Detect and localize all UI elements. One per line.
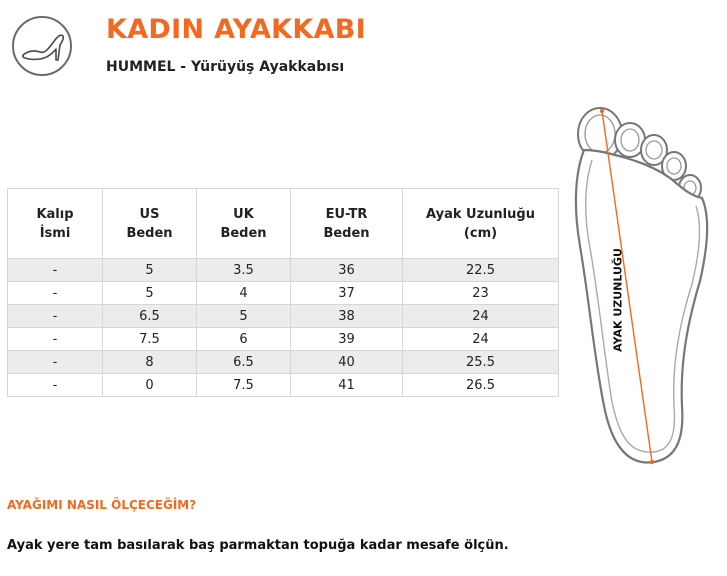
table-cell: 23 xyxy=(403,282,559,305)
table-cell: 0 xyxy=(103,374,197,397)
table-row xyxy=(8,374,559,397)
table-cell: 5 xyxy=(103,259,197,282)
column-header: Kalıp İsmi xyxy=(8,189,103,259)
table-cell: 22.5 xyxy=(403,259,559,282)
table-cell: 4 xyxy=(197,282,291,305)
page-subtitle: HUMMEL - Yürüyüş Ayakkabısı xyxy=(106,59,345,75)
table-cell: - xyxy=(8,374,103,397)
table-cell: 6.5 xyxy=(103,305,197,328)
table-cell: - xyxy=(8,351,103,374)
page-title: KADIN AYAKKABI xyxy=(106,14,367,45)
table-cell: - xyxy=(8,305,103,328)
table-cell: - xyxy=(8,328,103,351)
table-cell: 24 xyxy=(403,305,559,328)
table-cell: 24 xyxy=(403,328,559,351)
table-row xyxy=(8,259,559,282)
howto-heading: AYAĞIMI NASIL ÖLÇECEĞİM? xyxy=(7,498,197,512)
table-cell: 39 xyxy=(291,328,403,351)
column-header: Ayak Uzunluğu (cm) xyxy=(403,189,559,259)
foot-length-label: AYAK UZUNLUĞU xyxy=(611,248,625,352)
table-cell: 41 xyxy=(291,374,403,397)
logo-badge xyxy=(12,16,72,76)
table-cell: 5 xyxy=(197,305,291,328)
foot-outline-icon xyxy=(570,106,720,472)
table-row xyxy=(8,328,559,351)
table-cell: 26.5 xyxy=(403,374,559,397)
table-header-row xyxy=(8,189,559,259)
table-row xyxy=(8,282,559,305)
table-cell: 5 xyxy=(103,282,197,305)
howto-instruction: Ayak yere tam basılarak baş parmaktan topuğa kadar mesafe ölçün. xyxy=(7,538,509,553)
table-row xyxy=(8,305,559,328)
table-cell: 37 xyxy=(291,282,403,305)
table-row xyxy=(8,351,559,374)
table-cell: 3.5 xyxy=(197,259,291,282)
size-table xyxy=(7,188,559,397)
table-cell: 7.5 xyxy=(197,374,291,397)
table-cell: 8 xyxy=(103,351,197,374)
column-header: EU-TR Beden xyxy=(291,189,403,259)
table-cell: 25.5 xyxy=(403,351,559,374)
column-header: UK Beden xyxy=(197,189,291,259)
table-cell: 38 xyxy=(291,305,403,328)
table-cell: - xyxy=(8,282,103,305)
column-header: US Beden xyxy=(103,189,197,259)
table-cell: 36 xyxy=(291,259,403,282)
foot-diagram xyxy=(570,106,720,472)
table-cell: - xyxy=(8,259,103,282)
high-heel-shoe-icon xyxy=(14,18,70,74)
table-cell: 7.5 xyxy=(103,328,197,351)
table-cell: 6 xyxy=(197,328,291,351)
table-cell: 40 xyxy=(291,351,403,374)
table-cell: 6.5 xyxy=(197,351,291,374)
